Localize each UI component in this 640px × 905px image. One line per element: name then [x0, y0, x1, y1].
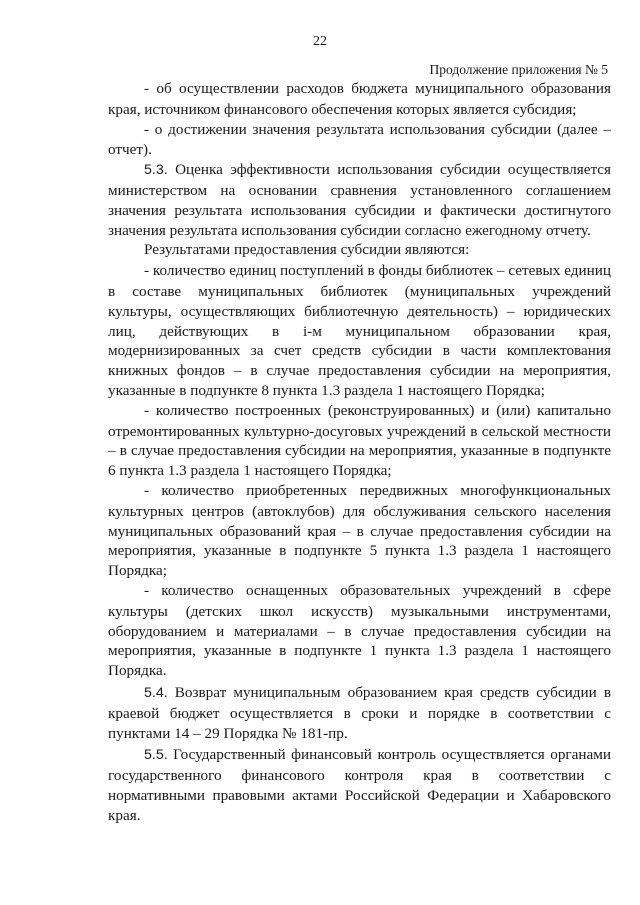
page-number: 22 [313, 34, 327, 49]
appendix-continuation-label: Продолжение приложения № 5 [429, 62, 608, 77]
paragraph-art-schools: - количество оснащенных образовательных учреждений в сфере культуры (детских школ искусств) музыкальными инструментами, оборудованием и материалами – в случае предоставления субсидии на мероприятия, указанные в подпункте 1 пункта 1.3 раздела 1 настоящего Порядка. [108, 581, 611, 680]
paragraph-library-units: - количество единиц поступлений в фонды библиотек – сетевых единиц в составе муниципальных библиотек (муниципальных учреждений культуры, осуществляющих библиотечную деятельность) – юридических лиц, действующих в i-м муниципальном образовании края, модернизированных за счет средств субсидии в части комплектования книжных фондов – в случае предоставления субсидии на мероприятия, указанные в подпункте 8 пункта 1.3 раздела 1 настоящего Порядка; [108, 262, 611, 399]
paragraph-5-3: 5.3. Оценка эффективности использования субсидии осуществляется министерством на основании сравнения установленного соглашением значения результата использования субсидии и фактически достигнутого значения результата использования субсидии согласно ежегодному отчету. [108, 161, 611, 239]
paragraph-5-5: 5.5. Государственный финансовый контроль осуществляется органами государственного финансового контроля края в соответствии с нормативными правовыми актами Российской Федерации и Хабаровского края. [108, 746, 611, 824]
paragraph-expense-report: - об осуществлении расходов бюджета муниципального образования края, источником финансового обеспечения которых является субсидия; [108, 80, 611, 118]
document-body [108, 79, 611, 825]
paragraph-5-4: 5.4. Возврат муниципальным образованием края средств субсидии в краевой бюджет осуществляется в сроки и порядке в соответствии с пунктами 14 – 29 Порядка № 181-пр. [108, 683, 611, 742]
paragraph-autoclubs: - количество приобретенных передвижных многофункциональных культурных центров (автоклубов) для обслуживания сельского населения муниципальных образований края – в случае предоставления субсидии на мероприятия, указанные в подпункте 5 пункта 1.3 раздела 1 настоящего Порядка; [108, 481, 611, 580]
paragraph-results-intro: Результатами предоставления субсидии являются: [144, 241, 470, 259]
paragraph-cultural-institutions: - количество построенных (реконструированных) и (или) капитально отремонтированных культурно-досуговых учреждений в сельской местности – в случае предоставления субсидии на мероприятия, указанные в подпункте 6 пункта 1.3 раздела 1 настоящего Порядка; [108, 401, 611, 480]
paragraph-result-report: - о достижении значения результата использования субсидии (далее – отчет). [108, 120, 611, 159]
